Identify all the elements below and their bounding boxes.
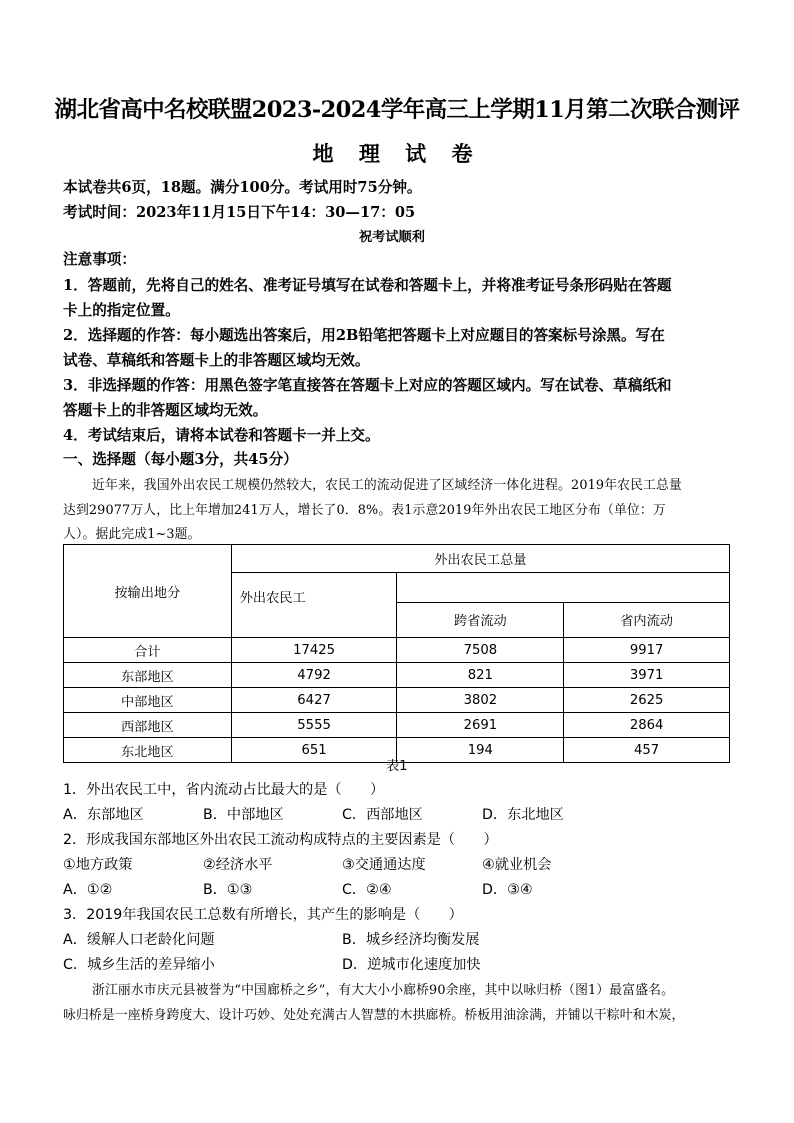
header-cross-province: 跨省流动 bbox=[397, 602, 564, 637]
cell-region: 东部地区 bbox=[64, 663, 232, 688]
cell-region: 合计 bbox=[64, 638, 232, 663]
cell-within: 457 bbox=[564, 738, 730, 763]
cell-migrants: 651 bbox=[231, 738, 397, 763]
note-line: 2．选择题的作答：每小题选出答案后，用2B铅笔把答题卡上对应题目的答案标号涂黑。写在 bbox=[63, 327, 665, 344]
cell-region: 西部地区 bbox=[64, 713, 232, 738]
note-line: 试卷、草稿纸和答题卡上的非答题区域均无效。 bbox=[63, 352, 370, 369]
migrant-workers-table bbox=[63, 544, 730, 763]
question-3-stem: 3．2019年我国农民工总数有所增长，其产生的影响是（ ） bbox=[63, 907, 463, 923]
q1-option-d: D．东北地区 bbox=[482, 807, 564, 823]
passage-line: 咏归桥是一座桥身跨度大、设计巧妙、处处充满古人智慧的木拱廊桥。桥板用油涂满，并铺以干粽叶和木炭， bbox=[63, 1008, 685, 1023]
passage-line: 近年来，我国外出农民工规模仍然较大，农民工的流动促进了区域经济一体化进程。2019年农民工总量 bbox=[92, 478, 682, 493]
header-source-region: 按输出地分 bbox=[64, 545, 232, 638]
cell-cross: 3802 bbox=[397, 688, 564, 713]
cell-region: 中部地区 bbox=[64, 688, 232, 713]
q2-factor-1: ①地方政策 bbox=[63, 857, 133, 873]
note-line: 卡上的指定位置。 bbox=[63, 302, 180, 319]
cell-cross: 7508 bbox=[397, 638, 564, 663]
q1-option-c: C．西部地区 bbox=[342, 807, 423, 823]
cell-migrants: 6427 bbox=[231, 688, 397, 713]
subject-title: 地 理 试 卷 bbox=[312, 141, 482, 166]
cell-within: 2864 bbox=[564, 713, 730, 738]
q3-option-a: A．缓解人口老龄化问题 bbox=[63, 932, 215, 948]
passage-line: 人）。据此完成1~3题。 bbox=[63, 527, 201, 542]
header-within-province: 省内流动 bbox=[564, 602, 730, 637]
table-row bbox=[64, 688, 730, 713]
table-caption: 表1 bbox=[386, 759, 408, 774]
cell-migrants: 4792 bbox=[231, 663, 397, 688]
notes-heading: 注意事项： bbox=[63, 251, 136, 268]
q2-factor-4: ④就业机会 bbox=[482, 857, 552, 873]
header-blank bbox=[397, 573, 730, 603]
table-row bbox=[64, 713, 730, 738]
question-2-stem: 2．形成我国东部地区外出农民工流动构成特点的主要因素是（ ） bbox=[63, 832, 498, 848]
section-heading: 一、选择题（每小题3分，共45分） bbox=[63, 451, 298, 468]
table-row bbox=[64, 663, 730, 688]
note-line: 4．考试结束后，请将本试卷和答题卡一并上交。 bbox=[63, 427, 380, 444]
note-line: 1．答题前，先将自己的姓名、准考证号填写在试卷和答题卡上，并将准考证号条形码贴在答题 bbox=[63, 277, 672, 294]
q2-option-b: B．①③ bbox=[203, 882, 253, 898]
q3-option-d: D．逆城市化速度加快 bbox=[342, 957, 481, 973]
cell-cross: 194 bbox=[397, 738, 564, 763]
q2-option-d: D．③④ bbox=[482, 882, 533, 898]
cell-cross: 821 bbox=[397, 663, 564, 688]
q3-option-c: C．城乡生活的差异缩小 bbox=[63, 957, 215, 973]
q2-factor-3: ③交通通达度 bbox=[342, 857, 426, 873]
cell-migrants: 5555 bbox=[231, 713, 397, 738]
q1-option-a: A．东部地区 bbox=[63, 807, 144, 823]
q3-option-b: B．城乡经济均衡发展 bbox=[342, 932, 480, 948]
q2-option-c: C．②④ bbox=[342, 882, 392, 898]
note-line: 答题卡上的非答题区域均无效。 bbox=[63, 402, 268, 419]
cell-within: 9917 bbox=[564, 638, 730, 663]
header-total-migrants: 外出农民工总量 bbox=[231, 545, 729, 573]
cell-within: 2625 bbox=[564, 688, 730, 713]
good-luck-wish: 祝考试顺利 bbox=[359, 230, 425, 245]
exam-info-line2: 考试时间：2023年11月15日下午14：30—17：05 bbox=[63, 204, 416, 221]
question-1-stem: 1．外出农民工中，省内流动占比最大的是（ ） bbox=[63, 782, 385, 798]
header-migrant-workers: 外出农民工 bbox=[231, 573, 397, 638]
note-line: 3．非选择题的作答：用黑色签字笔直接答在答题卡上对应的答题区域内。写在试卷、草稿纸和 bbox=[63, 377, 672, 394]
q1-option-b: B．中部地区 bbox=[203, 807, 284, 823]
passage-line: 浙江丽水市庆元县被誉为“中国廊桥之乡”，有大大小小廊桥90余座，其中以咏归桥（图1）最富盛名。 bbox=[92, 983, 675, 998]
exam-title: 湖北省高中名校联盟2023-2024学年高三上学期11月第二次联合测评 bbox=[54, 97, 740, 123]
cell-region: 东北地区 bbox=[64, 738, 232, 763]
q2-option-a: A．①② bbox=[63, 882, 113, 898]
exam-info-line1: 本试卷共6页，18题。满分100分。考试用时75分钟。 bbox=[63, 179, 422, 196]
cell-migrants: 17425 bbox=[231, 638, 397, 663]
cell-within: 3971 bbox=[564, 663, 730, 688]
table-row bbox=[64, 638, 730, 663]
cell-cross: 2691 bbox=[397, 713, 564, 738]
passage-line: 达到29077万人，比上年增加241万人，增长了0．8%。表1示意2019年外出农民工地区分布（单位：万 bbox=[63, 503, 666, 518]
q2-factor-2: ②经济水平 bbox=[203, 857, 273, 873]
